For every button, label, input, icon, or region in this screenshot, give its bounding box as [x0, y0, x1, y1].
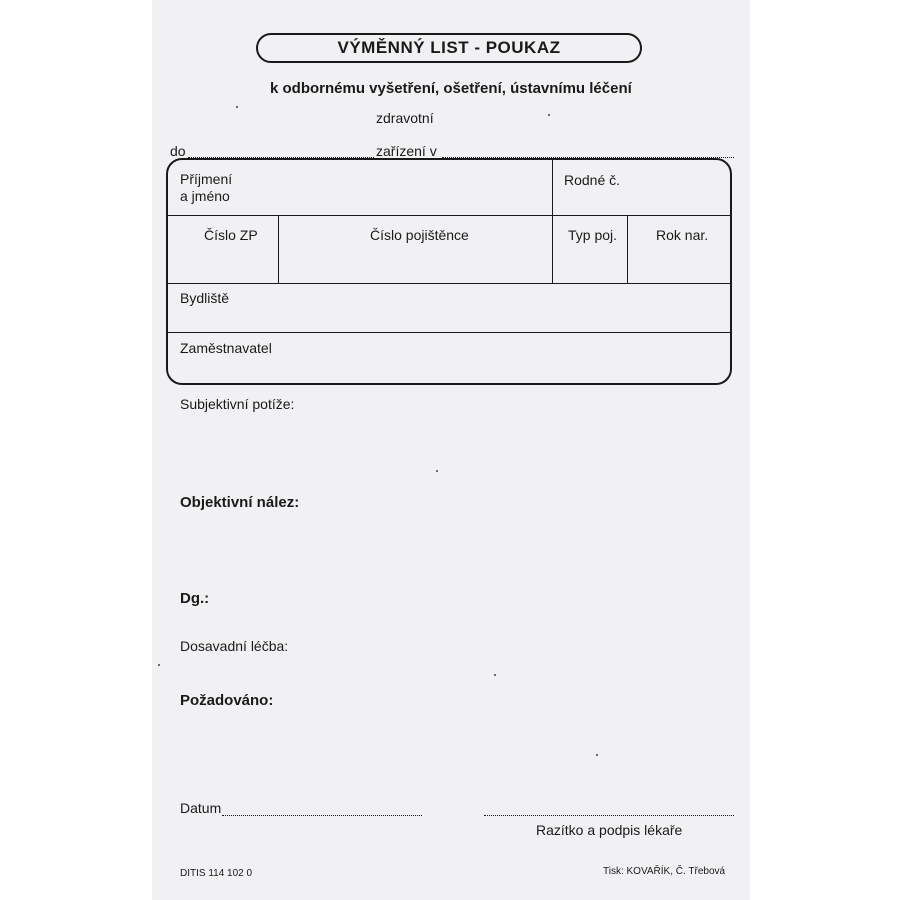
- form-title: [256, 33, 642, 63]
- zamestnavatel-label: Zaměstnavatel: [180, 340, 272, 356]
- grid-col-divider: [278, 215, 279, 283]
- grid-row-divider: [168, 332, 730, 333]
- grid-row-divider: [168, 283, 730, 284]
- grid-row-divider: [168, 215, 730, 216]
- datum-label: Datum: [180, 800, 222, 816]
- print-info: Tisk: KOVAŘÍK, Č. Třebová: [603, 866, 726, 877]
- razitko-label: Razítko a podpis lékaře: [536, 822, 683, 838]
- grid-col-divider: [552, 160, 553, 283]
- cislo-zp-label: Číslo ZP: [204, 227, 258, 243]
- prijmeni-label-line1: Příjmení: [180, 171, 233, 187]
- paper-speck: [548, 114, 550, 116]
- dg-label: Dg.:: [180, 590, 210, 607]
- datum-dotted-line: [222, 815, 422, 816]
- rok-nar-label: Rok nar.: [656, 227, 709, 243]
- grid-col-divider: [627, 215, 628, 283]
- paper-speck: [236, 106, 238, 108]
- subjektivni-label: Subjektivní potíže:: [180, 396, 295, 412]
- paper-speck: [494, 674, 496, 676]
- zarizeni-label: zařízení v: [376, 143, 437, 159]
- form-code: DITIS 114 102 0: [180, 868, 253, 879]
- dosavadni-label: Dosavadní léčba:: [180, 638, 289, 654]
- bydliste-label: Bydliště: [180, 290, 230, 306]
- patient-info-grid: [166, 158, 732, 385]
- paper-speck: [158, 664, 160, 666]
- do-label: do: [170, 143, 186, 159]
- rodne-cislo-label: Rodné č.: [564, 172, 621, 188]
- prijmeni-label-line2: a jméno: [180, 188, 230, 204]
- prijmeni-label: [180, 171, 232, 205]
- paper-speck: [596, 754, 598, 756]
- paper-speck: [436, 470, 438, 472]
- signature-dotted-line: [484, 815, 734, 816]
- zdravotni-label: zdravotní: [376, 110, 434, 126]
- form-subtitle: k odbornému vyšetření, ošetření, ústavnímu léčení: [270, 80, 632, 97]
- form-sheet: [152, 0, 750, 900]
- cislo-pojistence-label: Číslo pojištěnce: [370, 227, 469, 243]
- form-title-text: VÝMĚNNÝ LIST - POUKAZ: [337, 38, 561, 57]
- typ-poj-label: Typ poj.: [568, 227, 618, 243]
- pozadovano-label: Požadováno:: [180, 692, 274, 709]
- objektivni-label: Objektivní nález:: [180, 494, 300, 511]
